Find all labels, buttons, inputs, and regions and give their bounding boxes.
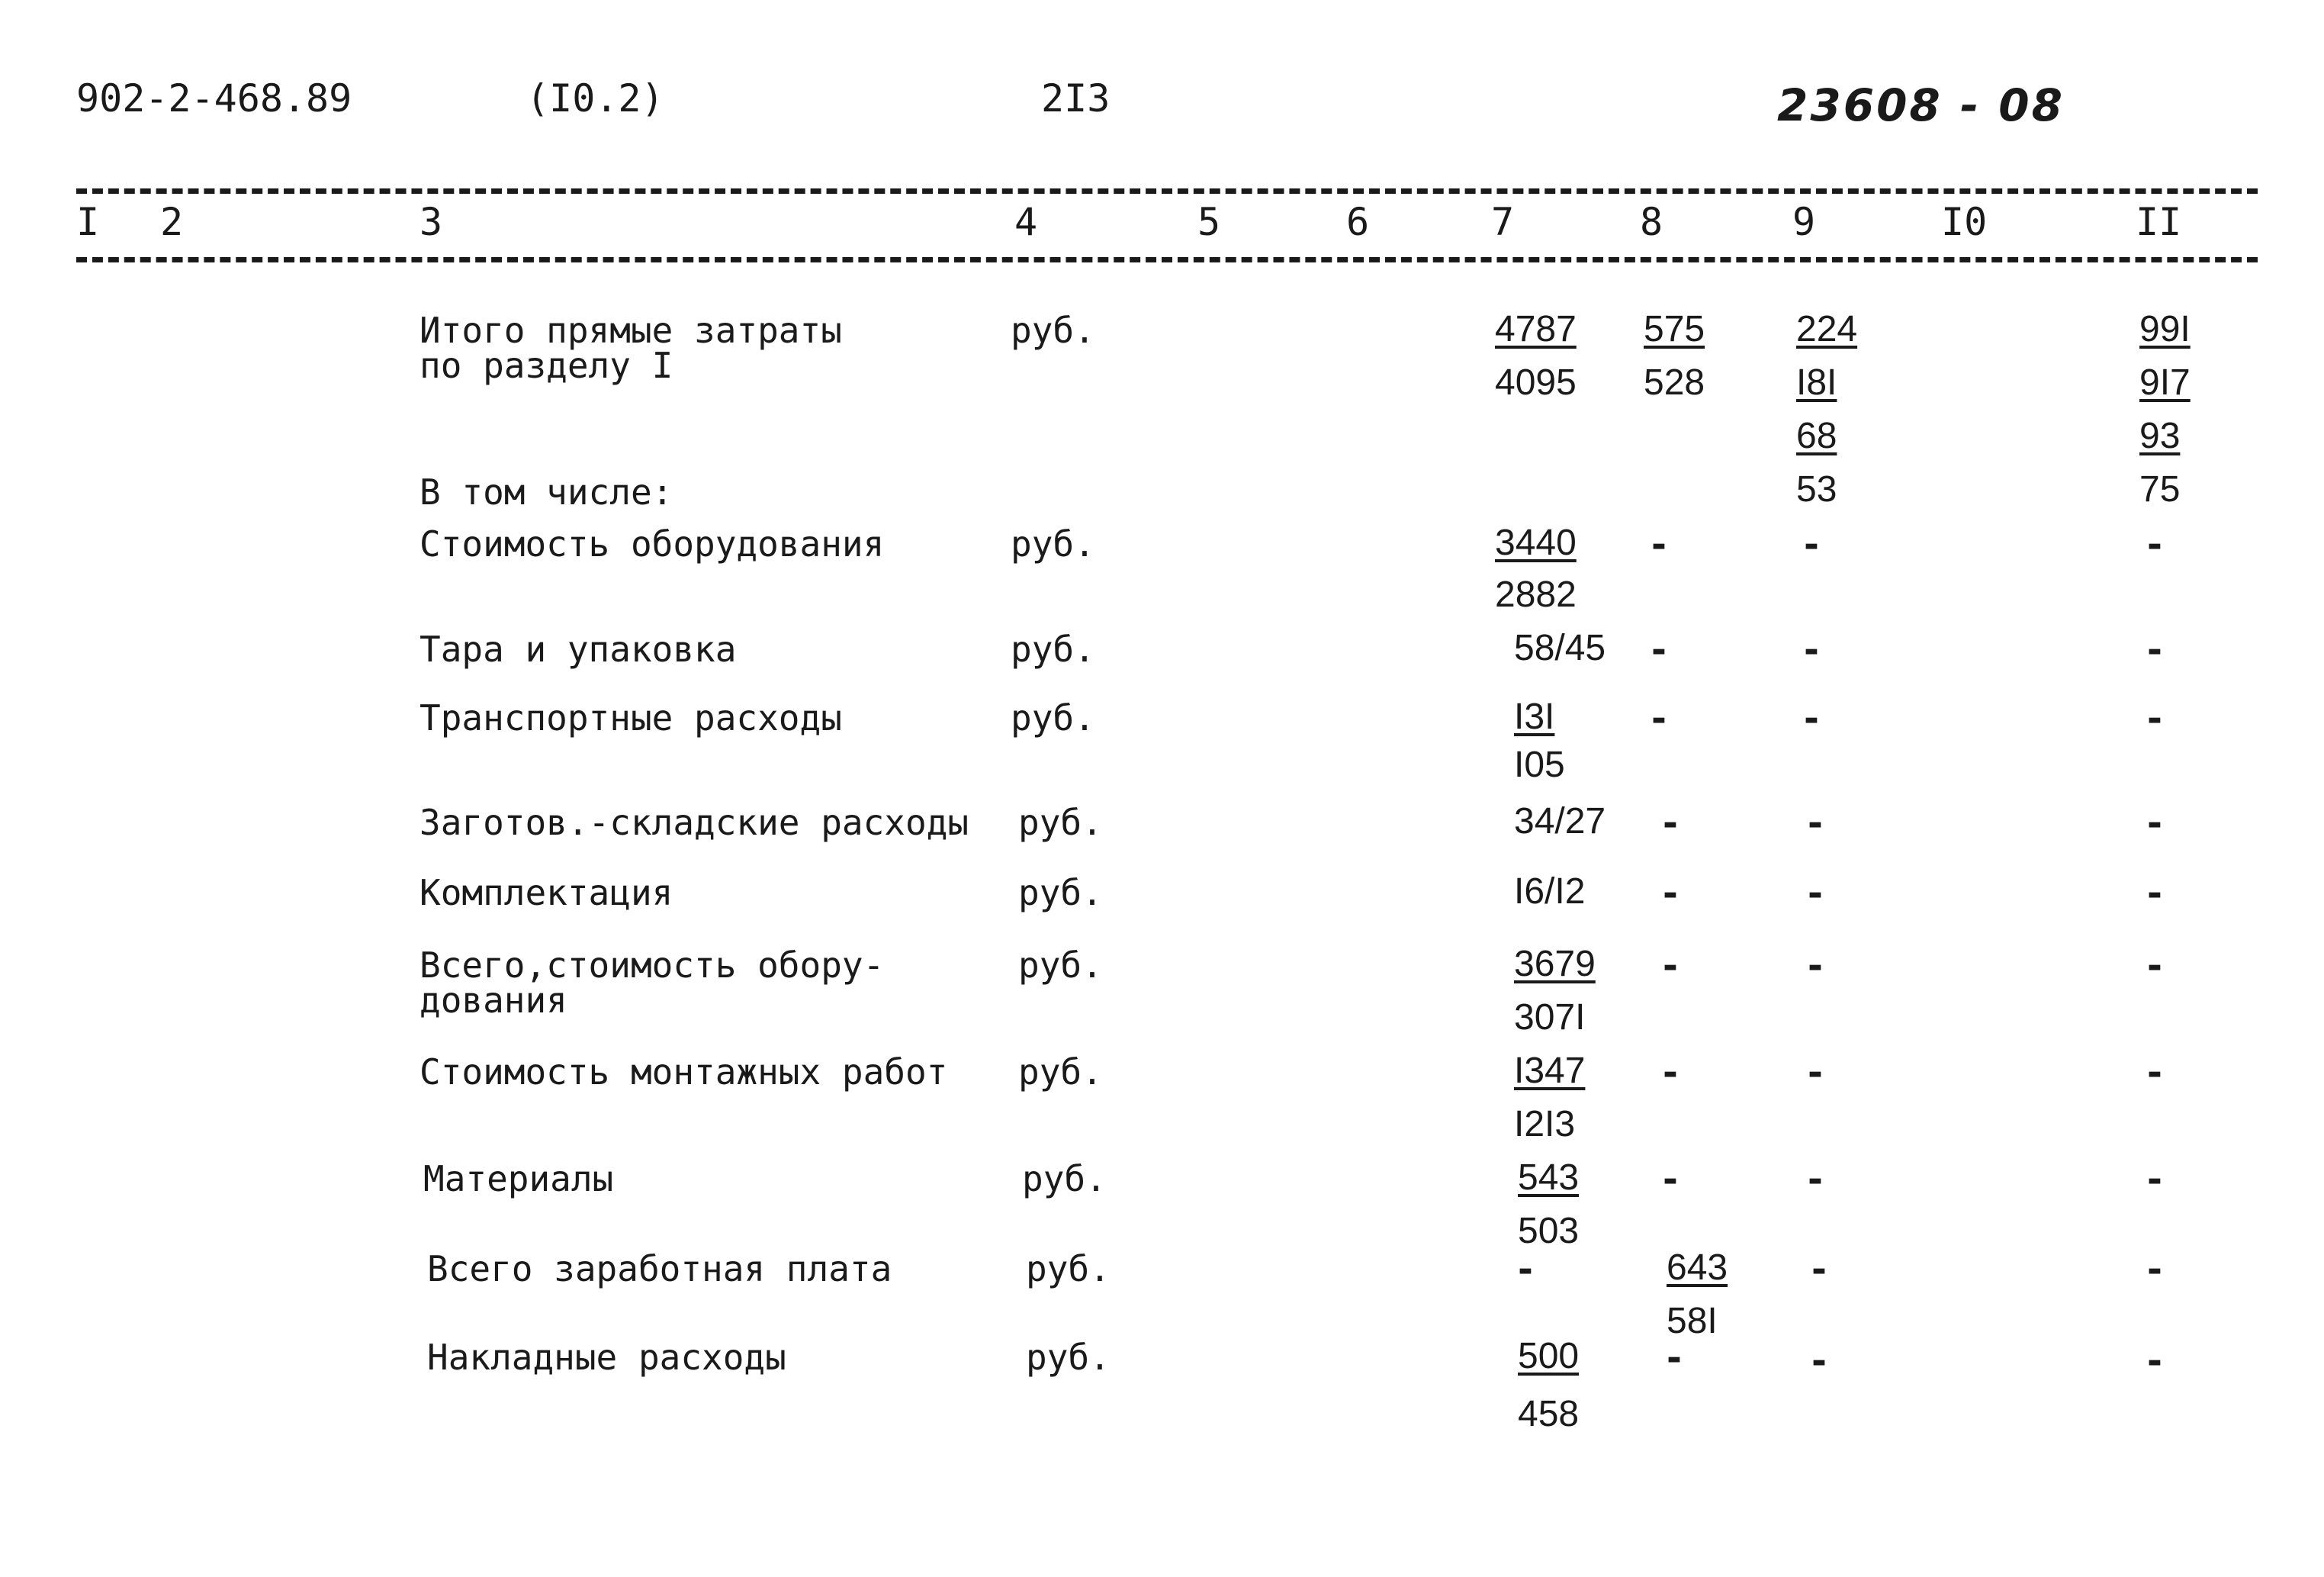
cell-col8-value: 643 — [1667, 1247, 1728, 1288]
document-code: 902-2-468.89 — [76, 76, 352, 121]
cell-col9-dash: - — [1811, 1248, 1827, 1291]
row-label: Комплектация — [419, 872, 673, 913]
row-unit: руб. — [1022, 1158, 1107, 1199]
cell-col9-value: 68 — [1796, 416, 1837, 456]
column-header-10: I0 — [1941, 200, 1988, 244]
row-unit: руб. — [1018, 802, 1103, 843]
row-unit: руб. — [1018, 872, 1103, 913]
cell-col7-value: 543 — [1518, 1157, 1580, 1198]
cell-col7-value: I05 — [1514, 745, 1565, 785]
page-number: 2I3 — [1041, 76, 1111, 121]
cell-col11-value: 93 — [2139, 416, 2181, 456]
cell-col8-value: 58I — [1667, 1301, 1718, 1341]
cell-col11-dash: - — [2147, 629, 2162, 671]
cell-col11-dash: - — [2147, 1158, 2162, 1201]
cell-col9-dash: - — [1808, 1051, 1823, 1094]
cell-col11-dash: - — [2147, 697, 2162, 740]
cell-col8-value: 575 — [1644, 309, 1705, 349]
row-unit: руб. — [1026, 1248, 1111, 1289]
row-unit: руб. — [1018, 945, 1103, 986]
cell-col7-value: I3I — [1514, 697, 1555, 737]
cell-col8-dash: - — [1663, 945, 1678, 987]
row-label: Всего,стоимость обору- — [419, 945, 885, 986]
header-top-rule — [76, 188, 2258, 194]
row-label: Всего заработная плата — [427, 1248, 892, 1289]
cell-col8-dash: - — [1651, 697, 1667, 740]
cell-col8-dash: - — [1651, 629, 1667, 671]
cell-col7-dash: - — [1518, 1248, 1533, 1291]
cell-col9-dash: - — [1808, 945, 1823, 987]
row-unit: руб. — [1011, 629, 1095, 670]
cell-col8-dash: - — [1663, 872, 1678, 915]
cell-col7-value: 458 — [1518, 1394, 1580, 1434]
cell-col11-dash: - — [2147, 1340, 2162, 1382]
header-bottom-rule — [76, 257, 2258, 262]
row-label: В том числе: — [419, 471, 673, 513]
cell-col9-dash: - — [1808, 872, 1823, 915]
row-unit: руб. — [1011, 523, 1095, 565]
column-header-11: II — [2136, 200, 2182, 244]
cell-col7-value: 503 — [1518, 1211, 1580, 1251]
row-label: по разделу I — [419, 345, 673, 386]
row-label: Накладные расходы — [427, 1337, 786, 1378]
row-unit: руб. — [1011, 310, 1095, 351]
cell-col8-dash: - — [1663, 1051, 1678, 1094]
row-unit: руб. — [1011, 697, 1095, 739]
cell-col11-dash: - — [2147, 872, 2162, 915]
cell-col11-value: 75 — [2139, 469, 2181, 510]
cell-col11-value: 99I — [2139, 309, 2191, 349]
cell-col7-value: I347 — [1514, 1051, 1586, 1091]
cell-col8-dash: - — [1663, 802, 1678, 845]
cell-col9-dash: - — [1811, 1340, 1827, 1382]
cell-col11-value: 9I7 — [2139, 362, 2191, 403]
row-label: Тара и упаковка — [419, 629, 737, 670]
cell-col11-dash: - — [2147, 1051, 2162, 1094]
cell-col11-dash: - — [2147, 802, 2162, 845]
cell-col9-value: 224 — [1796, 309, 1858, 349]
column-header-9: 9 — [1792, 200, 1816, 244]
cell-col7-value: 3440 — [1495, 523, 1577, 563]
cell-col9-value: I8I — [1796, 362, 1837, 403]
column-header-5: 5 — [1197, 200, 1221, 244]
cell-col7-value: I2I3 — [1514, 1104, 1576, 1144]
row-unit: руб. — [1018, 1051, 1103, 1093]
row-label: Стоимость оборудования — [419, 523, 885, 565]
row-label: Стоимость монтажных работ — [419, 1051, 948, 1093]
cell-col8-dash: - — [1663, 1158, 1678, 1201]
inventory-stamp: 23608 - 08 — [1777, 79, 2065, 131]
cell-col9-dash: - — [1808, 802, 1823, 845]
cell-col7-value: 500 — [1518, 1336, 1580, 1376]
row-label: Транспортные расходы — [419, 697, 842, 739]
row-label: Материалы — [423, 1158, 614, 1199]
cell-col9-dash: - — [1804, 629, 1819, 671]
column-header-8: 8 — [1640, 200, 1663, 244]
cell-col9-value: 53 — [1796, 469, 1837, 510]
row-label: Итого прямые затраты — [419, 310, 842, 351]
cell-col9-dash: - — [1808, 1158, 1823, 1201]
section-number: (I0.2) — [526, 76, 664, 121]
cell-col11-dash: - — [2147, 523, 2162, 566]
cell-col7-value: 4787 — [1495, 309, 1577, 349]
row-label: дования — [419, 980, 567, 1021]
cell-col8-dash: - — [1651, 523, 1667, 566]
cell-col7-value: 34/27 — [1514, 801, 1606, 842]
cell-col8-value: 528 — [1644, 362, 1705, 403]
cell-col11-dash: - — [2147, 945, 2162, 987]
cell-col8-dash: - — [1667, 1337, 1682, 1379]
column-header-2: 2 — [160, 200, 184, 244]
row-unit: руб. — [1026, 1337, 1111, 1378]
column-header-4: 4 — [1014, 200, 1038, 244]
cell-col7-value: 4095 — [1495, 362, 1577, 403]
row-label: Заготов.-складские расходы — [419, 802, 969, 843]
cell-col11-dash: - — [2147, 1248, 2162, 1291]
cell-col9-dash: - — [1804, 697, 1819, 740]
cell-col7-value: I6/I2 — [1514, 871, 1586, 912]
column-header-3: 3 — [419, 200, 443, 244]
column-header-6: 6 — [1346, 200, 1370, 244]
cell-col7-value: 3679 — [1514, 944, 1596, 984]
cell-col7-value: 2882 — [1495, 574, 1577, 615]
cell-col9-dash: - — [1804, 523, 1819, 566]
column-header-7: 7 — [1491, 200, 1515, 244]
column-header-1: I — [76, 200, 100, 244]
cell-col7-value: 307I — [1514, 997, 1586, 1038]
cell-col7-value: 58/45 — [1514, 628, 1606, 668]
